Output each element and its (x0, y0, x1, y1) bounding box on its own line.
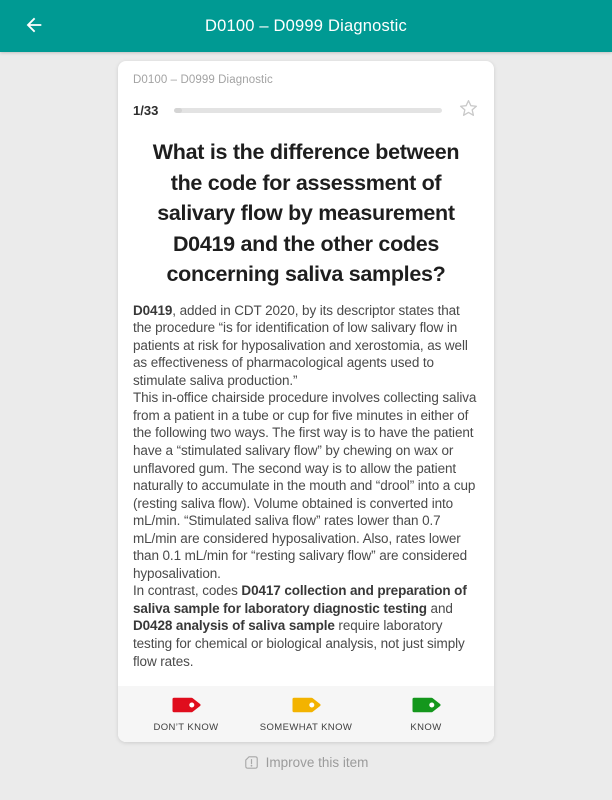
progress-label: 1/33 (133, 102, 159, 118)
answer-paragraph: In contrast, codes D0417 collection and preparation of saliva sample for laboratory diagnostic testing and D0428 analysis of saliva sample require laboratory testing for chemical or biological analysis, not just simply flow rates. (133, 583, 467, 669)
know-button[interactable] (366, 697, 486, 733)
somewhat-know-button[interactable] (246, 697, 366, 733)
arrow-left-icon (23, 14, 45, 39)
deck-name: D0100 – D0999 Diagnostic (133, 74, 273, 86)
progress-row (133, 98, 479, 122)
answer-paragraph: This in-office chairside procedure involves collecting saliva from a patient in a tube or cup for five minutes in either of the following two ways. The first way is to have the patient have a “stimulated salivary flow” by chewing on wax or unflavored gum. The second way is to allow the patient naturally to accumulate in the mouth and “drool” into a cup (resting saliva flow). Volume obtained is converted into mL/min. “Stimulated saliva flow” rates lower than 0.7 mL/min are considered hyposalivation. Also, rates lower than 0.1 mL/min for “resting salivary flow” are considered hyposalivation. (133, 390, 477, 581)
improve-item-label: Improve this item (265, 755, 369, 771)
question-text: What is the difference between the code for assessment of salivary flow by measurement D0419 and the other codes concerning saliva samples? (152, 140, 460, 287)
answer-text (133, 302, 479, 670)
app-bar (0, 0, 612, 52)
action-label: KNOW (410, 722, 442, 734)
flashcard-content (118, 61, 494, 686)
action-label: DON’T KNOW (153, 722, 219, 734)
improve-item-link[interactable] (0, 755, 612, 770)
back-button[interactable] (12, 0, 56, 52)
progress-bar (174, 108, 442, 113)
tag-icon (292, 697, 321, 716)
dont-know-button[interactable] (126, 697, 246, 733)
page-title: D0100 – D0999 Diagnostic (204, 16, 407, 35)
report-item-icon (244, 755, 259, 770)
star-outline-icon (458, 98, 479, 122)
rating-bar (118, 686, 494, 742)
tag-icon (412, 697, 441, 716)
progress-fill (174, 108, 182, 113)
answer-paragraph: D0419, added in CDT 2020, by its descriptor states that the procedure “is for identification of low salivary flow in patients at risk for hyposalivation and xerostomia, as well as effectiveness of pharmacological agents used to stimulate saliva production.” (133, 302, 468, 388)
favorite-button[interactable] (458, 98, 479, 122)
action-label: SOMEWHAT KNOW (259, 722, 353, 734)
flashcard (118, 61, 494, 742)
tag-icon (172, 697, 201, 716)
